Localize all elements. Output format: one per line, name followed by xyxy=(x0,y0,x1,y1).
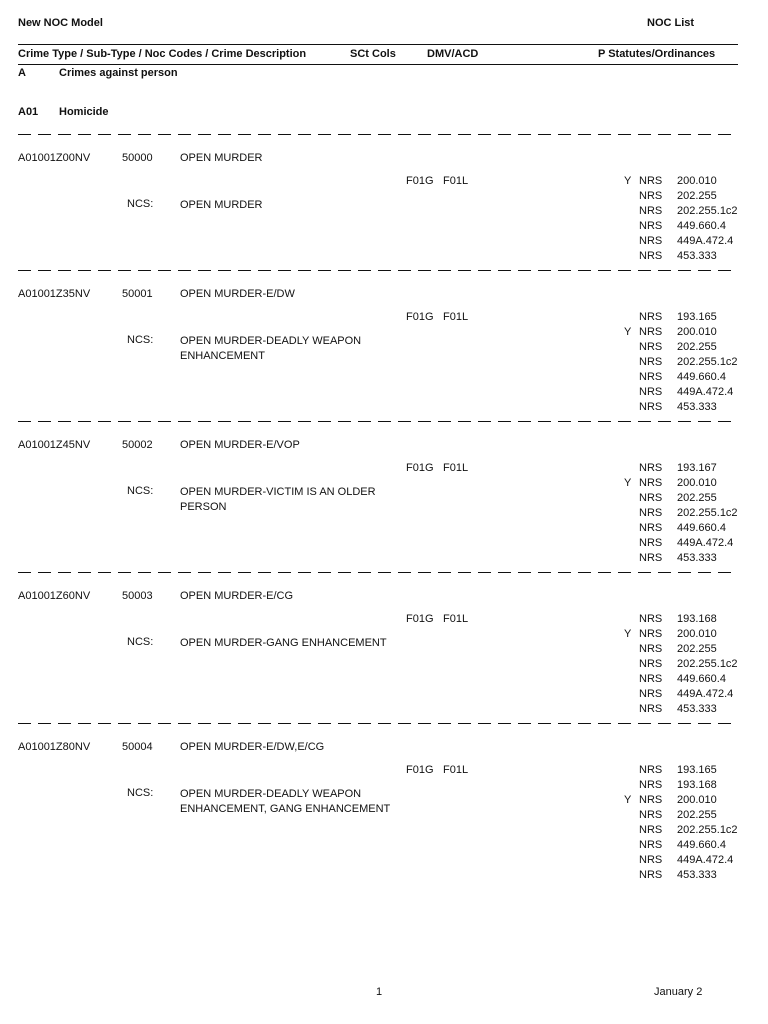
statute-value: 449.660.4 xyxy=(677,673,726,685)
ncs-description: OPEN MURDER-DEADLY WEAPON ENHANCEMENT, GANG ENHANCEMENT xyxy=(180,788,391,815)
dmv-code-primary: F01G xyxy=(406,764,434,776)
statute-value: 449.660.4 xyxy=(677,371,726,383)
noc-number: 50003 xyxy=(122,590,153,602)
statute-flag: Y xyxy=(624,477,632,489)
statute-value: 449.660.4 xyxy=(677,839,726,851)
statute-row xyxy=(620,658,768,673)
statute-type: NRS xyxy=(639,190,663,202)
statute-type: NRS xyxy=(639,794,663,806)
statute-row xyxy=(620,824,768,839)
noc-description: OPEN MURDER-E/VOP xyxy=(180,439,300,451)
dmv-code-secondary: F01L xyxy=(443,175,469,187)
dmv-code-primary: F01G xyxy=(406,311,434,323)
statute-type: NRS xyxy=(639,809,663,821)
statute-row xyxy=(620,869,768,884)
statute-value: 202.255 xyxy=(677,492,717,504)
noc-number: 50004 xyxy=(122,741,153,753)
statute-row xyxy=(620,537,768,552)
statute-row xyxy=(620,507,768,522)
statute-row xyxy=(620,205,768,220)
statute-value: 202.255 xyxy=(677,190,717,202)
statute-value: 202.255.1c2 xyxy=(677,356,738,368)
column-header-statutes: P Statutes/Ordinances xyxy=(598,48,716,60)
statute-value: 202.255 xyxy=(677,809,717,821)
statute-row xyxy=(620,341,768,356)
noc-description: OPEN MURDER xyxy=(180,152,263,164)
statute-type: NRS xyxy=(639,356,663,368)
statute-value: 453.333 xyxy=(677,552,717,564)
statute-value: 202.255 xyxy=(677,341,717,353)
column-header-dmv: DMV/ACD xyxy=(427,48,479,60)
statute-value: 449A.472.4 xyxy=(677,854,734,866)
statute-value: 453.333 xyxy=(677,869,717,881)
statute-type: NRS xyxy=(639,854,663,866)
statute-value: 193.165 xyxy=(677,311,717,323)
statute-value: 202.255.1c2 xyxy=(677,205,738,217)
statute-type: NRS xyxy=(639,311,663,323)
header-rule-top xyxy=(18,44,738,45)
statute-value: 200.010 xyxy=(677,477,717,489)
statute-value: 202.255.1c2 xyxy=(677,824,738,836)
noc-description: OPEN MURDER-E/DW xyxy=(180,288,295,300)
subcategory-code: A01 xyxy=(18,106,39,118)
statute-value: 449A.472.4 xyxy=(677,235,734,247)
noc-code: A01001Z00NV xyxy=(18,152,91,164)
statute-row xyxy=(620,235,768,250)
statute-type: NRS xyxy=(639,658,663,670)
noc-code: A01001Z35NV xyxy=(18,288,91,300)
ncs-label: NCS: xyxy=(127,485,154,497)
report-date: January 2 xyxy=(654,986,703,998)
noc-code: A01001Z80NV xyxy=(18,741,91,753)
statute-row xyxy=(620,613,768,628)
statute-type: NRS xyxy=(639,220,663,232)
statute-value: 200.010 xyxy=(677,175,717,187)
statute-type: NRS xyxy=(639,386,663,398)
statute-type: NRS xyxy=(639,869,663,881)
statute-value: 200.010 xyxy=(677,326,717,338)
statute-type: NRS xyxy=(639,341,663,353)
statute-row xyxy=(620,688,768,703)
statute-row xyxy=(620,326,768,341)
category-code: A xyxy=(18,67,26,79)
statute-row xyxy=(620,220,768,235)
noc-number: 50000 xyxy=(122,152,153,164)
entry-divider xyxy=(18,572,738,573)
subcategory-label: Homicide xyxy=(59,106,109,118)
page-number: 1 xyxy=(376,986,383,998)
ncs-description: OPEN MURDER-VICTIM IS AN OLDER PERSON xyxy=(180,486,376,513)
ncs-label: NCS: xyxy=(127,198,154,210)
column-header-crime: Crime Type / Sub-Type / Noc Codes / Crime Description xyxy=(18,48,307,60)
statute-value: 202.255 xyxy=(677,643,717,655)
statute-type: NRS xyxy=(639,673,663,685)
statute-value: 200.010 xyxy=(677,794,717,806)
noc-number: 50001 xyxy=(122,288,153,300)
dmv-code-secondary: F01L xyxy=(443,613,469,625)
statute-type: NRS xyxy=(639,688,663,700)
statute-value: 193.168 xyxy=(677,613,717,625)
statute-flag: Y xyxy=(624,794,632,806)
statute-type: NRS xyxy=(639,507,663,519)
statute-row xyxy=(620,809,768,824)
dmv-code-secondary: F01L xyxy=(443,311,469,323)
statute-row xyxy=(620,175,768,190)
entry-divider xyxy=(18,270,738,271)
statute-type: NRS xyxy=(639,401,663,413)
statute-flag: Y xyxy=(624,175,632,187)
ncs-label: NCS: xyxy=(127,636,154,648)
noc-code: A01001Z60NV xyxy=(18,590,91,602)
statute-type: NRS xyxy=(639,522,663,534)
statute-type: NRS xyxy=(639,477,663,489)
statute-value: 453.333 xyxy=(677,703,717,715)
entry-divider xyxy=(18,421,738,422)
statute-row xyxy=(620,779,768,794)
category-label: Crimes against person xyxy=(59,67,178,79)
noc-description: OPEN MURDER-E/CG xyxy=(180,590,294,602)
statute-value: 202.255.1c2 xyxy=(677,658,738,670)
report-title: New NOC Model xyxy=(18,17,103,29)
statute-type: NRS xyxy=(639,703,663,715)
entry-divider xyxy=(18,723,738,724)
statute-row xyxy=(620,673,768,688)
statute-value: 449.660.4 xyxy=(677,220,726,232)
noc-description: OPEN MURDER-E/DW,E/CG xyxy=(180,741,325,753)
statute-row xyxy=(620,250,768,265)
statute-row xyxy=(620,643,768,658)
statute-row xyxy=(620,522,768,537)
section-divider xyxy=(18,134,738,135)
statute-row xyxy=(620,628,768,643)
statute-type: NRS xyxy=(639,235,663,247)
statute-row xyxy=(620,311,768,326)
statute-row xyxy=(620,764,768,779)
list-title: NOC List xyxy=(647,17,695,29)
ncs-description: OPEN MURDER-GANG ENHANCEMENT xyxy=(180,637,387,649)
statute-value: 449A.472.4 xyxy=(677,386,734,398)
statute-type: NRS xyxy=(639,371,663,383)
statute-row xyxy=(620,386,768,401)
statute-type: NRS xyxy=(639,205,663,217)
statute-row xyxy=(620,794,768,809)
statute-value: 193.168 xyxy=(677,779,717,791)
statute-row xyxy=(620,552,768,567)
statute-type: NRS xyxy=(639,537,663,549)
statute-value: 453.333 xyxy=(677,401,717,413)
statute-row xyxy=(620,703,768,718)
statute-type: NRS xyxy=(639,492,663,504)
statute-type: NRS xyxy=(639,824,663,836)
statute-row xyxy=(620,401,768,416)
statute-row xyxy=(620,839,768,854)
noc-code: A01001Z45NV xyxy=(18,439,91,451)
dmv-code-primary: F01G xyxy=(406,175,434,187)
statute-value: 449A.472.4 xyxy=(677,537,734,549)
column-header-sct: SCt Cols xyxy=(350,48,396,60)
statute-row xyxy=(620,854,768,869)
statute-value: 449.660.4 xyxy=(677,522,726,534)
ncs-description: OPEN MURDER-DEADLY WEAPON ENHANCEMENT xyxy=(180,335,362,362)
ncs-label: NCS: xyxy=(127,787,154,799)
ncs-description: OPEN MURDER xyxy=(180,199,263,211)
statute-type: NRS xyxy=(639,326,663,338)
statute-flag: Y xyxy=(624,628,632,640)
statute-row xyxy=(620,356,768,371)
statute-value: 193.165 xyxy=(677,764,717,776)
dmv-code-primary: F01G xyxy=(406,462,434,474)
statute-type: NRS xyxy=(639,628,663,640)
statute-row xyxy=(620,462,768,477)
dmv-code-secondary: F01L xyxy=(443,764,469,776)
ncs-label: NCS: xyxy=(127,334,154,346)
dmv-code-primary: F01G xyxy=(406,613,434,625)
statute-type: NRS xyxy=(639,779,663,791)
statute-type: NRS xyxy=(639,643,663,655)
statute-row xyxy=(620,477,768,492)
statute-type: NRS xyxy=(639,250,663,262)
statute-row xyxy=(620,492,768,507)
noc-number: 50002 xyxy=(122,439,153,451)
header-rule-bottom xyxy=(18,64,738,65)
statute-type: NRS xyxy=(639,175,663,187)
statute-type: NRS xyxy=(639,764,663,776)
statute-value: 193.167 xyxy=(677,462,717,474)
statute-flag: Y xyxy=(624,326,632,338)
statute-type: NRS xyxy=(639,839,663,851)
statute-row xyxy=(620,371,768,386)
statute-type: NRS xyxy=(639,552,663,564)
statute-row xyxy=(620,190,768,205)
statute-value: 202.255.1c2 xyxy=(677,507,738,519)
statute-type: NRS xyxy=(639,462,663,474)
statute-value: 449A.472.4 xyxy=(677,688,734,700)
statute-value: 453.333 xyxy=(677,250,717,262)
statute-value: 200.010 xyxy=(677,628,717,640)
dmv-code-secondary: F01L xyxy=(443,462,469,474)
statute-type: NRS xyxy=(639,613,663,625)
